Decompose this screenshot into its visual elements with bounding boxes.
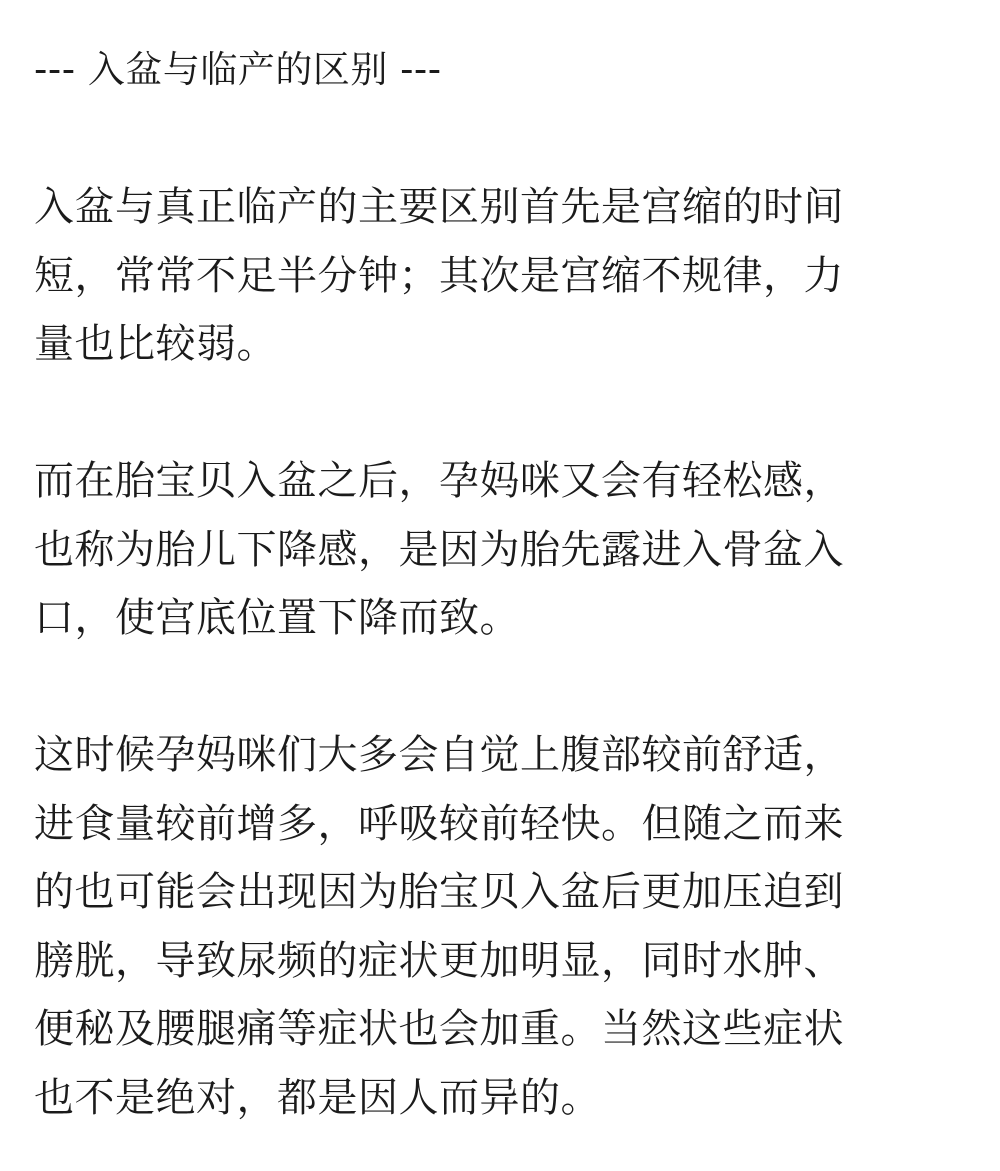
paragraph-line: 便秘及腰腿痛等症状也会加重。当然这些症状 (34, 1006, 844, 1052)
paragraph-line: 这时候孕妈咪们大多会自觉上腹部较前舒适， (34, 732, 844, 778)
section-heading: --- 入盆与临产的区别 --- (34, 48, 442, 91)
paragraph-line: 入盆与真正临产的主要区别首先是宫缩的时间 (34, 184, 844, 230)
paragraph-line: 量也比较弱。 (34, 321, 277, 367)
paragraph-line: 进食量较前增多，呼吸较前轻快。但随之而来 (34, 800, 844, 847)
paragraph-1 (34, 173, 934, 379)
paragraph-line: 膀胱，导致尿频的症状更加明显，同时水肿、 (34, 937, 844, 984)
paragraph-line: 短，常常不足半分钟；其次是宫缩不规律，力 (34, 252, 844, 299)
article-body (34, 36, 934, 1132)
paragraph-line: 而在胎宝贝入盆之后，孕妈咪又会有轻松感， (34, 458, 844, 504)
paragraph-line: 也称为胎儿下降感，是因为胎先露进入骨盆入 (34, 526, 844, 573)
paragraph-3 (34, 721, 934, 1132)
paragraph-line: 口，使宫底位置下降而致。 (34, 595, 520, 641)
paragraph-line: 的也可能会出现因为胎宝贝入盆后更加压迫到 (34, 869, 844, 915)
paragraph-line: 也不是绝对，都是因人而异的。 (34, 1074, 601, 1121)
paragraph-2 (34, 447, 934, 653)
